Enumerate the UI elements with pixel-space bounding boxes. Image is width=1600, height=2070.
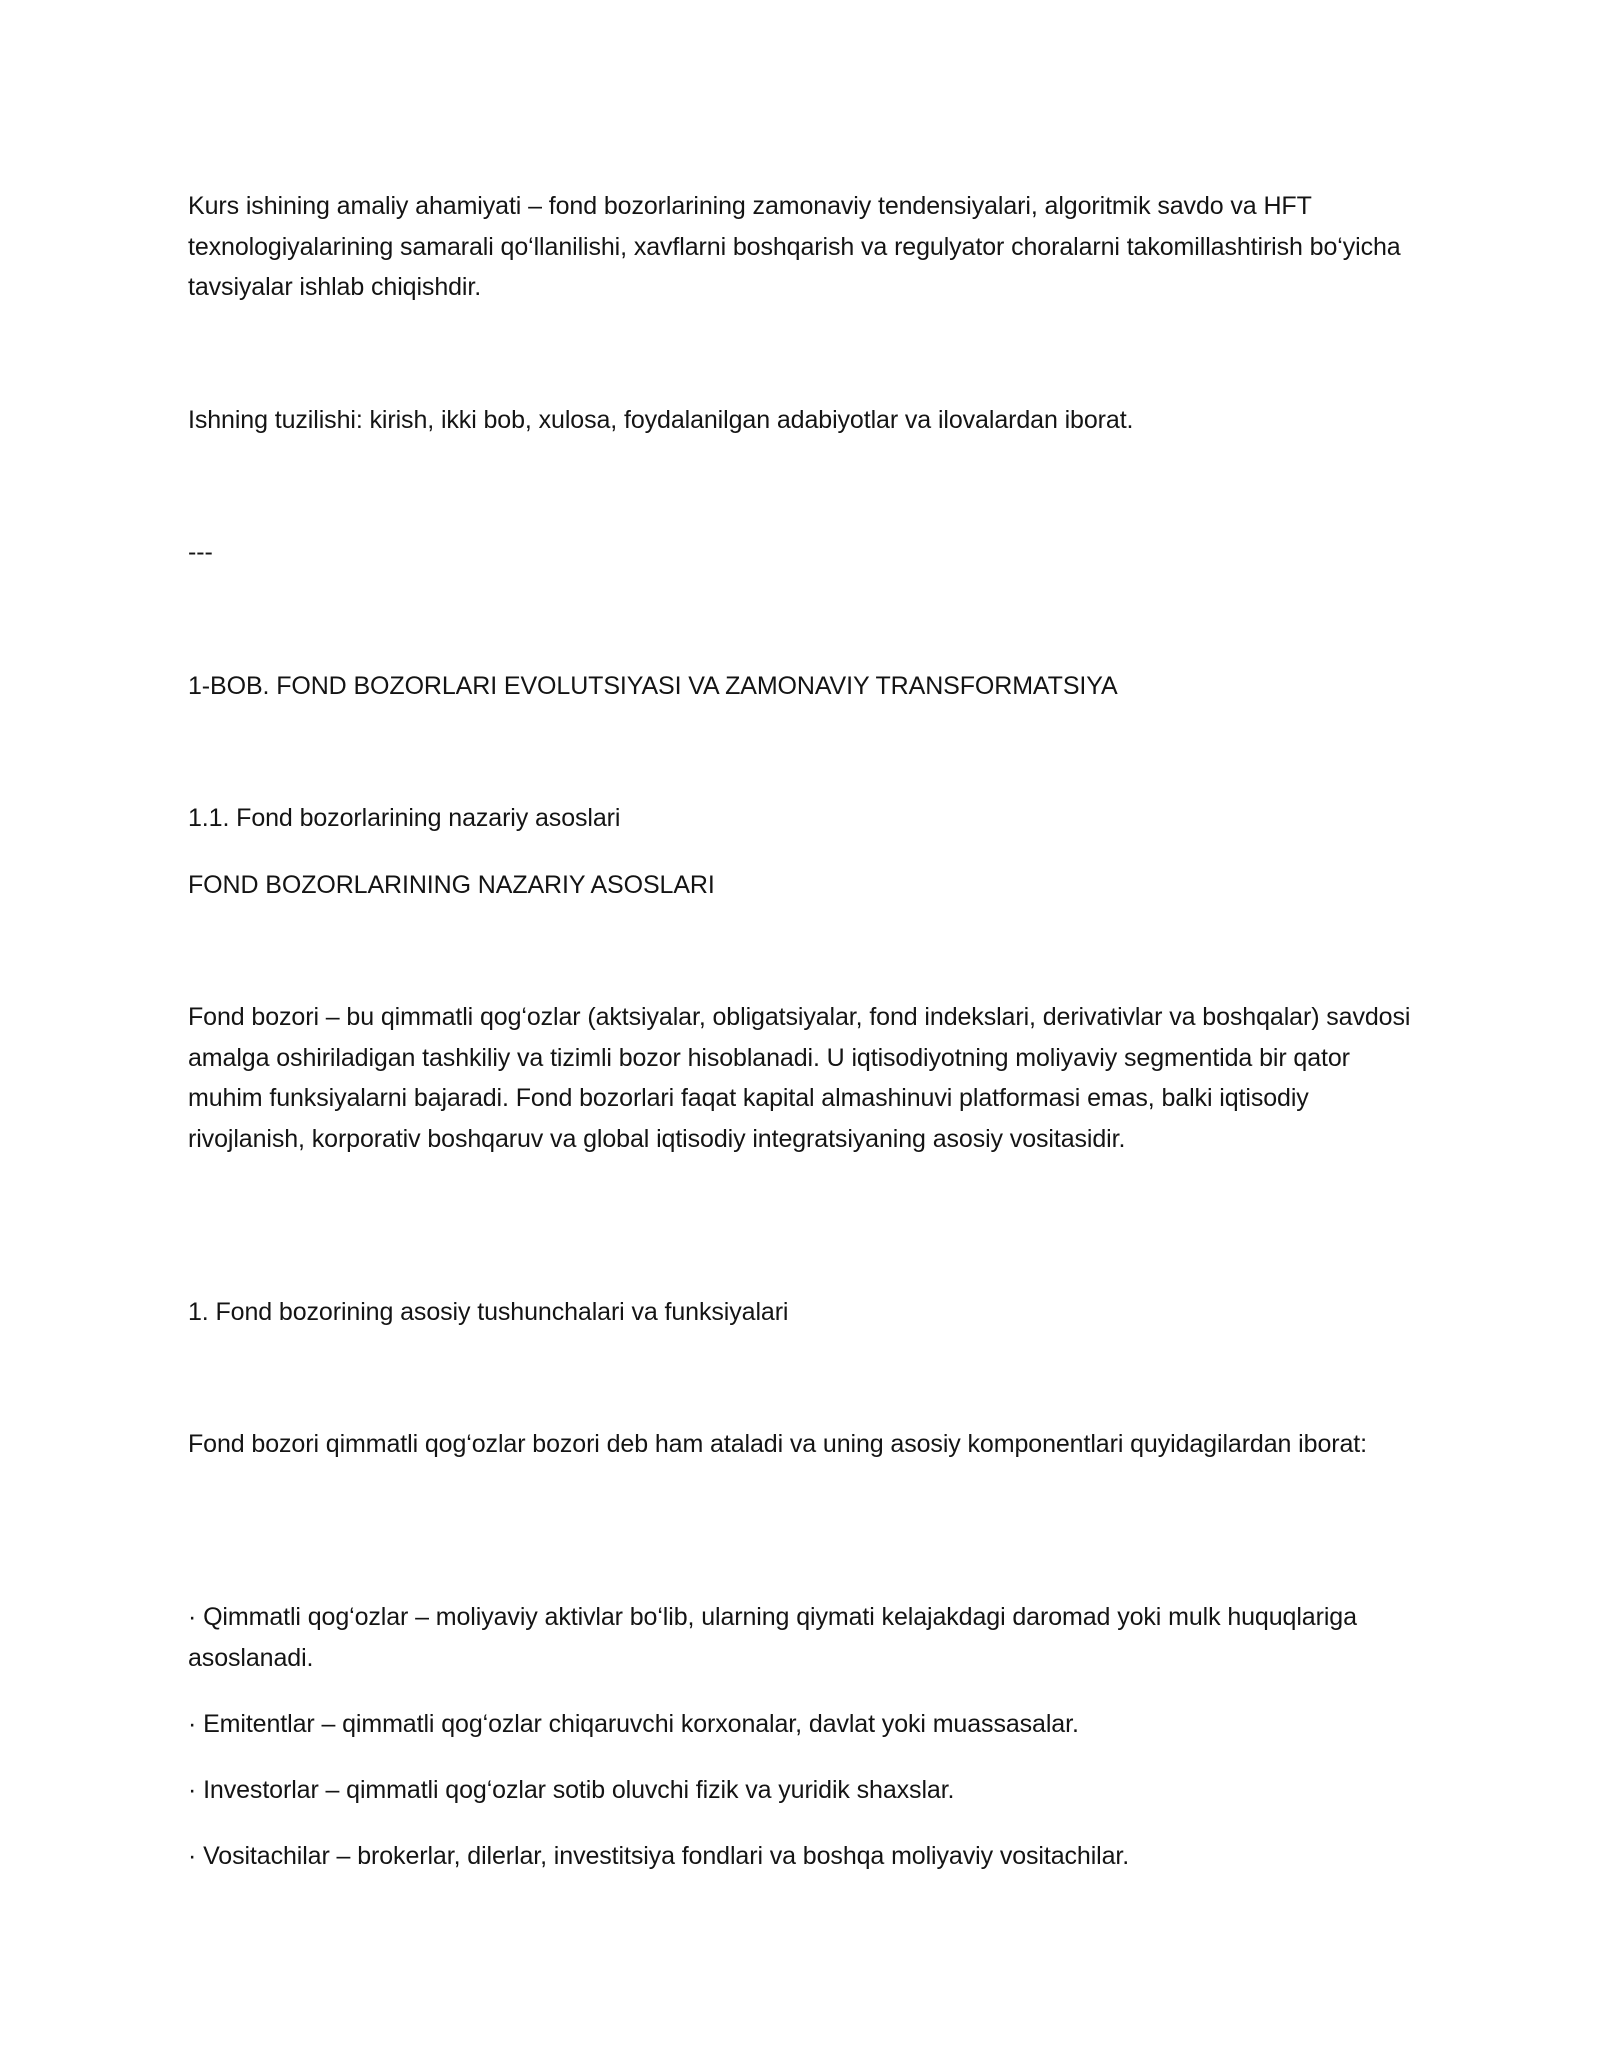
list-item-investorlar: · Investorlar – qimmatli qog‘ozlar sotib oluvchi fizik va yuridik shaxslar. <box>188 1776 955 1804</box>
list-item-emitentlar: · Emitentlar – qimmatli qog‘ozlar chiqaruvchi korxonalar, davlat yoki muassasalar. <box>188 1710 1079 1738</box>
paragraph-components-intro: Fond bozori qimmatli qog‘ozlar bozori deb ham ataladi va uning asosiy komponentlari quyidagilardan iborat: <box>188 1430 1367 1458</box>
chapter-heading: 1-BOB. FOND BOZORLARI EVOLUTSIYASI VA ZAMONAVIY TRANSFORMATSIYA <box>188 672 1118 700</box>
section-heading: 1.1. Fond bozorlarining nazariy asoslari <box>188 804 621 832</box>
list-item-qimmatli-qogozlar: · Qimmatli qog‘ozlar – moliyaviy aktivlar bo‘lib, ularning qiymati kelajakdagi daromad yoki mulk huquqlariga asoslanadi. <box>188 1603 1357 1672</box>
separator-line: --- <box>188 538 213 566</box>
paragraph-fond-bozori-definition: Fond bozori – bu qimmatli qog‘ozlar (aktsiyalar, obligatsiyalar, fond indekslari, derivativlar va boshqalar) savdosi amalga oshiriladigan tashkiliy va tizimli bozor hisoblanadi. U iqtisodiyotning moliyaviy segmentida bir qator muhim funksiyalarni bajaradi. Fond bozorlari faqat kapital almashinuvi platformasi emas, balki iqtisodiy rivojlanish, korporativ boshqaruv va global iqtisodiy integratsiyaning asosiy vositasidir. <box>188 1003 1411 1153</box>
list-item-vositachilar: · Vositachilar – brokerlar, dilerlar, investitsiya fondlari va boshqa moliyaviy vositachilar. <box>188 1842 1130 1870</box>
section-title-caps: FOND BOZORLARINING NAZARIY ASOSLARI <box>188 871 715 899</box>
paragraph-work-structure: Ishning tuzilishi: kirish, ikki bob, xulosa, foydalanilgan adabiyotlar va ilovalardan iborat. <box>188 406 1134 434</box>
subsection-heading: 1. Fond bozorining asosiy tushunchalari va funksiyalari <box>188 1298 789 1326</box>
paragraph-practical-significance: Kurs ishining amaliy ahamiyati – fond bozorlarining zamonaviy tendensiyalari, algoritmik savdo va HFT texnologiyalarining samarali qo‘llanilishi, xavflarni boshqarish va regulyator choralarni takomillashtirish bo‘yicha tavsiyalar ishlab chiqishdir. <box>188 192 1401 301</box>
